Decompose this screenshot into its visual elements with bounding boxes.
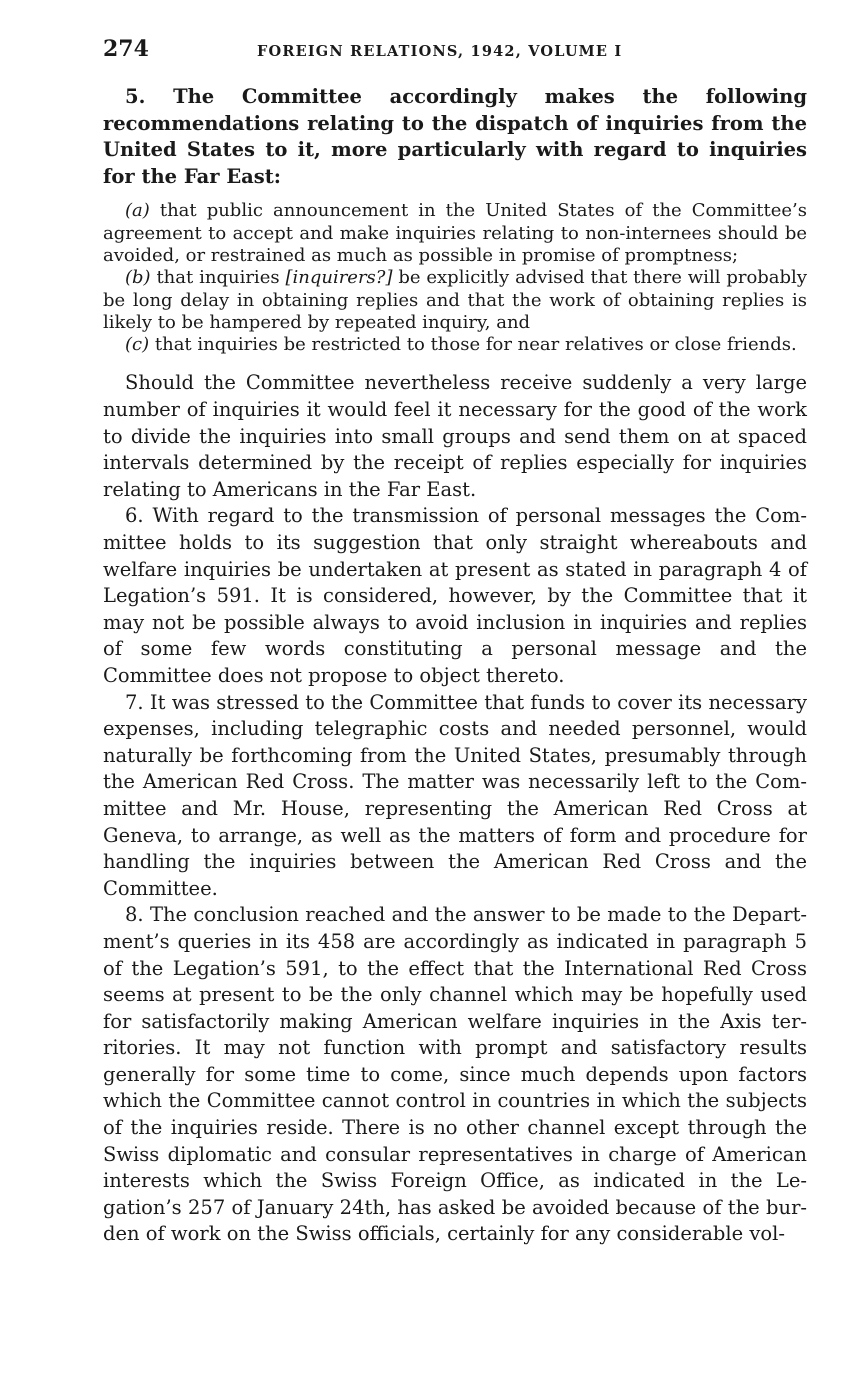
document-page: [103, 36, 807, 1248]
paragraph-should: Should the Committee nevertheless receive suddenly a very large number of inquiries it would feel it necessary for the good of the work to divide the inquiries into small groups and send them on at spaced intervals determined by the receipt of replies especially for inquiries relating to Americans in the Far East.: [103, 371, 807, 501]
quoted-item-c-label: (c): [125, 334, 150, 356]
quoted-item-a-text: that public announcement in the United States of the Committee’s agreement to accept and make inquiries relating to non-internees should be avoided, or restrained as much as possible in promise of promptness;: [103, 200, 807, 266]
quoted-item-c: [103, 334, 807, 356]
paragraph-7: [103, 690, 807, 903]
page-header: [103, 36, 807, 68]
paragraph-7-number: 7.: [125, 690, 144, 714]
quoted-item-b-label: (b): [125, 267, 151, 289]
paragraph-5: [103, 84, 807, 190]
paragraph-6: [103, 503, 807, 689]
paragraph-5-number: 5.: [125, 85, 146, 108]
paragraph-6-number: 6.: [125, 504, 144, 528]
paragraph-5-text: The Committee accordingly makes the following recommendations relating to the dispatch of inquiries from the United States to it, more particularly with regard to inquiries for the Far East:: [103, 85, 807, 188]
running-head: FOREIGN RELATIONS, 1942, VOLUME I: [257, 43, 623, 60]
quoted-item-c-text: that inquiries be restricted to those for near relatives or close friends.: [154, 334, 797, 356]
paragraph-8: [103, 902, 807, 1248]
paragraph-6-text: With regard to the transmission of personal messages the Committee holds to its suggestion that only straight whereabouts and welfare inquiries be undertaken at present as stated in paragraph 4 of Legation’s 591. It is considered, however, by the Committee that it may not be possible always to avoid inclusion in inquiries and replies of some few words constituting a personal message and the Committee does not propose to object thereto.: [103, 504, 807, 687]
quoted-item-b-insert: [inquirers?]: [285, 267, 393, 289]
quoted-item-b-text-after: be explicitly advised that there will probably be long delay in obtaining replies and that the work of obtaining replies is likely to be hampered by repeated inquiry, and: [103, 267, 807, 333]
quoted-item-a: [103, 200, 807, 267]
quoted-item-b-text-before: that inquiries: [156, 267, 280, 289]
paragraph-7-text: It was stressed to the Committee that funds to cover its necessary expenses, including telegraphic costs and needed personnel, would naturally be forthcoming from the United States, presumably through the American Red Cross. The matter was necessarily left to the Committee and Mr. House, representing the American Red Cross at Geneva, to arrange, as well as the matters of form and procedure for handling the inquiries between the American Red Cross and the Committee.: [103, 690, 807, 900]
quoted-item-a-label: (a): [125, 200, 150, 222]
page-number: 274: [103, 36, 149, 62]
paragraph-8-text: The conclusion reached and the answer to be made to the Department’s queries in its 458 are accordingly as indicated in paragraph 5 of the Legation’s 591, to the effect that the International Red Cross seems at present to be the only channel which may be hopefully used for satisfactorily making American welfare inquiries in the Axis territories. It may not function with prompt and satisfactory results generally for some time to come, since much depends upon factors which the Committee cannot control in countries in which the subjects of the inquiries reside. There is no other channel except through the Swiss diplomatic and consular representatives in charge of American interests which the Swiss Foreign Office, as indicated in the Legation’s 257 of January 24th, has asked be avoided because of the burden of work on the Swiss officials, certainly for any considerable vol-: [103, 903, 808, 1246]
quoted-item-b: [103, 267, 807, 334]
paragraph-8-number: 8.: [125, 903, 144, 927]
